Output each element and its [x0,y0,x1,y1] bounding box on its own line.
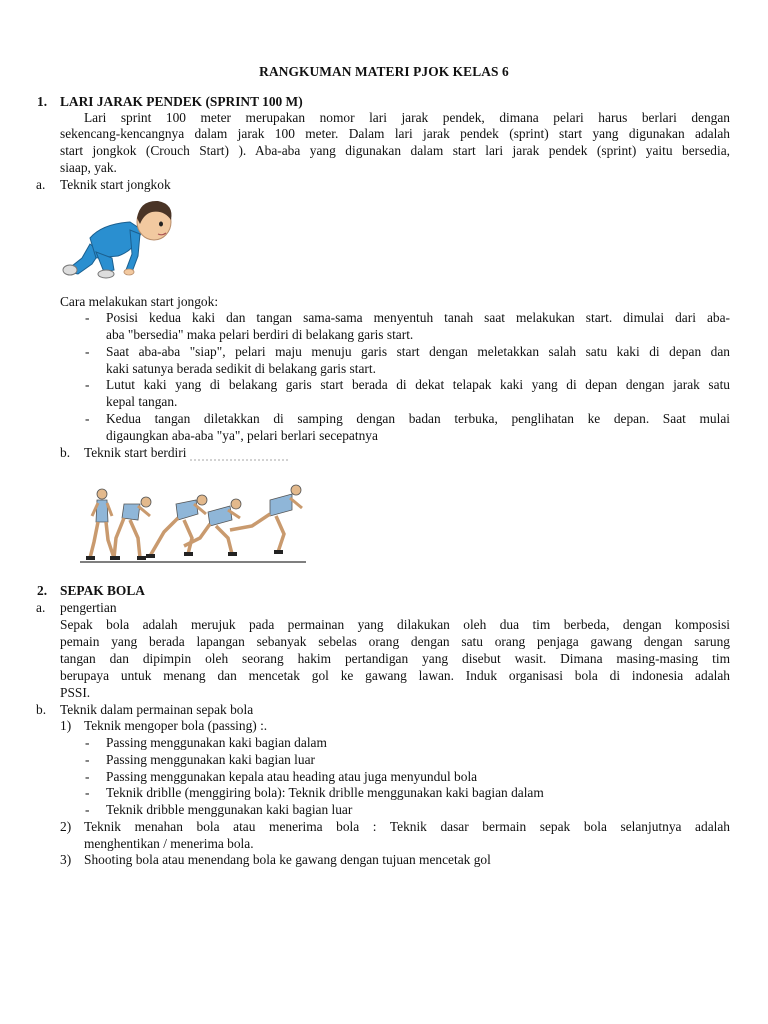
bullet-dash: - [85,785,90,800]
standing-start-illustration [80,458,310,566]
technique-2-number: 2) [60,819,72,834]
step-3-line-1: Lutut kaki yang di belakang garis start berada di dekat telapak kaki yang di depan dengan jarak satu [106,377,730,392]
technique-3-number: 3) [60,852,72,867]
runner-figure [146,495,207,558]
passing-item-4: Teknik driblle (menggiring bola): Teknik driblle menggunakan kaki bagian dalam [106,785,544,800]
section2-item-b-label: b. [36,702,47,717]
step-3-line-2: kepal tangan. [106,394,178,409]
bullet-dash: - [85,344,90,359]
section2-item-a-label: a. [36,600,46,615]
section1-item-a-label: a. [36,177,46,192]
technique-1-number: 1) [60,718,72,733]
step-2-line-2: kaki satunya berada sedikit di belakang garis start. [106,361,376,376]
technique-2-line-2: menghentikan / menerima bola. [84,836,254,851]
section2-item-b-text: Teknik dalam permainan sepak bola [60,702,254,717]
definition-line-5: PSSI. [60,685,91,700]
technique-2-line-1: Teknik menahan bola atau menerima bola : Teknik dasar bermain sepak bola selanjutnya adalah [84,819,730,834]
step-4-line-1: Kedua tangan diletakkan di samping dengan badan terbuka, penglihatan ke depan. Saat mulai [106,411,730,426]
definition-line-1: Sepak bola adalah merujuk pada permainan yang dilakukan oleh dua tim berbeda, dengan komposisi [60,617,730,632]
step-2-line-1: Saat aba-aba "siap", pelari maju menuju garis start dengan meletakkan salah satu kaki di depan dan [106,344,730,359]
runner-figure [230,485,302,554]
section1-intro-line-4: siaap, yak. [60,160,117,175]
step-1-line-2: aba "bersedia" maka pelari berdiri di belakang garis start. [106,327,414,342]
bullet-dash: - [85,411,90,426]
step-4-line-2: digaungkan aba-aba "ya", pelari berlari secepatnya [106,428,378,443]
step-1-line-1: Posisi kedua kaki dan tangan sama-sama menyentuh tanah saat melakukan start. dimulai dari aba- [106,310,730,325]
bullet-dash: - [85,802,90,817]
section2-item-a-text: pengertian [60,600,117,615]
section1-heading: LARI JARAK PENDEK (SPRINT 100 M) [60,94,303,109]
bullet-dash: - [85,735,90,750]
bullet-dash: - [85,769,90,784]
section1-item-b-label: b. [60,445,71,460]
section1-item-a-text: Teknik start jongkok [60,177,171,192]
technique-1-text: Teknik mengoper bola (passing) :. [84,718,268,733]
section1-intro-line-2: sekencang-kencangnya dalam jarak 100 meter. Dalam lari jarak pendek (sprint) start yang digunakan adalah [60,126,730,141]
section1-intro-line-1: Lari sprint 100 meter merupakan nomor lari jarak pendek, dimana pelari harus berlari dengan [84,110,730,125]
definition-line-4: berupaya untuk menang dan mencetak gol ke gawang lawan. Induk organisasi bola di indonesia adalah [60,668,730,683]
section1-intro-line-3: start jongkok (Crouch Start) ). Aba-aba yang digunakan dalam start lari jarak pendek (sprint) yaitu bersedia, [60,143,730,158]
section2-number: 2. [37,583,48,598]
technique-3-text: Shooting bola atau menendang bola ke gawang dengan tujuan mencetak gol [84,852,491,867]
runner-figure [110,497,151,560]
passing-item-3: Passing menggunakan kepala atau heading atau juga menyundul bola [106,769,478,784]
bullet-dash: - [85,752,90,767]
crouch-start-illustration [60,196,175,284]
bullet-dash: - [85,377,90,392]
section2-heading: SEPAK BOLA [60,583,145,598]
definition-line-2: pemain yang berada lapangan sebanyak sebelas orang dengan satu orang penjaga gawang dengan sarung [60,634,730,649]
section1-number: 1. [37,94,48,109]
cara-heading: Cara melakukan start jongok: [60,294,219,309]
passing-item-5: Teknik dribble menggunakan kaki bagian luar [106,802,353,817]
definition-line-3: tangan dan dipimpin oleh seorang hakim pertandigan yang disebut wasit. Dimana masing-masing tim [60,651,730,666]
passing-item-2: Passing menggunakan kaki bagian luar [106,752,315,767]
bullet-dash: - [85,310,90,325]
page-title: RANGKUMAN MATERI PJOK KELAS 6 [259,64,509,79]
section1-item-b-text: Teknik start berdiri [84,445,187,460]
passing-item-1: Passing menggunakan kaki bagian dalam [106,735,327,750]
